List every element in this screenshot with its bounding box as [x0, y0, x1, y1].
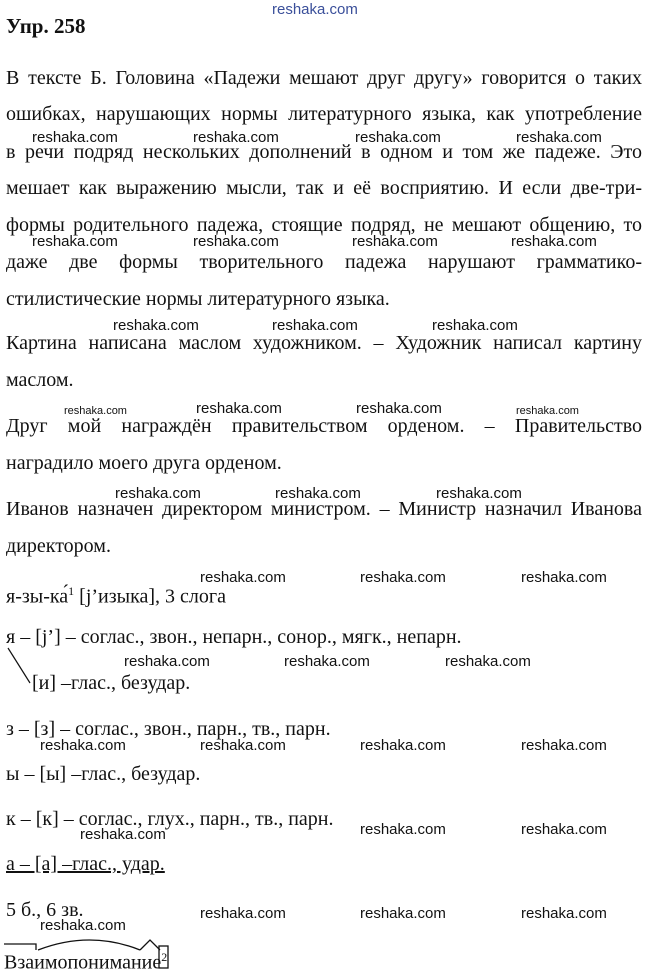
watermark: reshaka.com — [284, 653, 370, 670]
intro-line-3: в речи подряд нескольких дополнений в одном и том же падеже. Это — [6, 141, 642, 163]
watermark: reshaka.com — [436, 485, 522, 502]
watermark: reshaka.com — [32, 129, 118, 146]
watermark: reshaka.com — [355, 129, 441, 146]
watermark: reshaka.com — [521, 737, 607, 754]
watermark: reshaka.com — [516, 129, 602, 146]
watermark: reshaka.com — [360, 737, 446, 754]
watermark: reshaka.com — [80, 826, 166, 843]
watermark: reshaka.com — [521, 821, 607, 838]
watermark: reshaka.com — [200, 569, 286, 586]
watermark: reshaka.com — [115, 485, 201, 502]
word-base: я-зы-ка́ — [6, 585, 69, 608]
example-2-line-1: Друг мой награждён правительством орденом. – Правительство — [6, 415, 642, 437]
watermark: reshaka.com — [40, 917, 126, 934]
intro-line-7: стилистические нормы литературного языка. — [6, 288, 390, 310]
example-1-line-1: Картина написана маслом художником. – Художник написал картину — [6, 332, 642, 354]
example-3-line-1: Иванов назначен директором министром. – Министр назначил Иванова — [6, 498, 642, 520]
watermark: reshaka.com — [360, 821, 446, 838]
intro-line-1: В тексте Б. Головина «Падежи мешают друг другу» говорится о таких — [6, 67, 642, 89]
watermark: reshaka.com — [200, 905, 286, 922]
example-3-line-2: директором. — [6, 535, 111, 557]
watermark: reshaka.com — [360, 569, 446, 586]
sound-row-1: я – [j’] – соглас., звон., непарн., сонор., мягк., непарн. — [6, 626, 462, 648]
analysis-summary: 5 б., 6 зв. — [6, 899, 84, 921]
watermark: reshaka.com — [272, 317, 358, 334]
watermark: reshaka.com — [32, 233, 118, 250]
watermark: reshaka.com — [113, 317, 199, 334]
watermark: reshaka.com — [360, 905, 446, 922]
watermark: reshaka.com — [124, 653, 210, 670]
watermark: reshaka.com — [196, 400, 282, 417]
watermark: reshaka.com — [64, 405, 127, 417]
exercise-title: Упр. 258 — [6, 14, 86, 38]
morpheme-word — [4, 945, 167, 975]
sound-row-2: [и] –глас., безудар. — [32, 672, 191, 694]
intro-line-5: формы родительного падежа, стоящие подряд, не мешают общению, то — [6, 214, 642, 236]
intro-line-6: даже две формы творительного падежа нарушают грамматико- — [6, 251, 642, 273]
watermark: reshaka.com — [432, 317, 518, 334]
example-2-line-2: наградило моего друга орденом. — [6, 452, 282, 474]
sound-row-5: к – [к] – соглас., глух., парн., тв., парн. — [6, 808, 334, 830]
watermark: reshaka.com — [352, 233, 438, 250]
watermark: reshaka.com — [40, 737, 126, 754]
morpheme-word-text: Взаимопонимание — [4, 951, 162, 974]
sound-row-4: ы – [ы] –глас., безудар. — [6, 763, 201, 785]
watermark: reshaka.com — [516, 405, 579, 417]
morpheme-sup: 2 — [161, 950, 168, 964]
intro-line-4: мешает как выражению мысли, так и её восприятию. И если две-три- — [6, 177, 642, 199]
watermark: reshaka.com — [200, 737, 286, 754]
watermark: reshaka.com — [521, 569, 607, 586]
intro-line-2: ошибках, нарушающих нормы литературного языка, как употребление — [6, 103, 642, 125]
watermark: reshaka.com — [511, 233, 597, 250]
watermark: reshaka.com — [275, 485, 361, 502]
watermark: reshaka.com — [356, 400, 442, 417]
watermark: reshaka.com — [193, 129, 279, 146]
sound-row-6: а – [а] –глас., удар. — [6, 853, 165, 875]
example-1-line-2: маслом. — [6, 369, 74, 391]
word-sup: 1 — [68, 584, 75, 598]
sound-row-3: з – [з] – соглас., звон., парн., тв., парн. — [6, 718, 331, 740]
watermark: reshaka.com — [521, 905, 607, 922]
watermark-top: reshaka.com — [272, 1, 358, 18]
watermark: reshaka.com — [193, 233, 279, 250]
watermark: reshaka.com — [445, 653, 531, 670]
word-rest: [j’изыка], 3 слога — [74, 585, 226, 608]
